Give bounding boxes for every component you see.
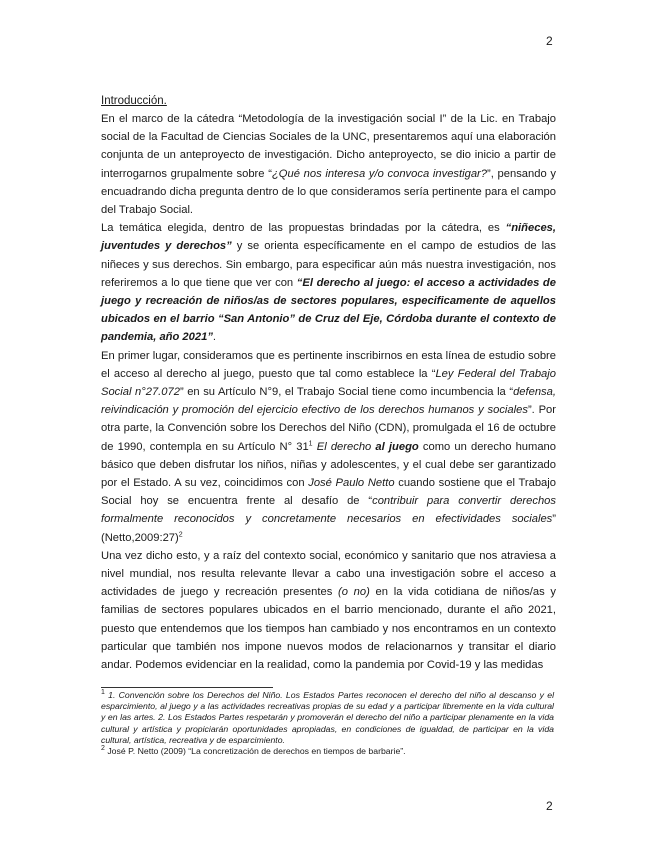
p3-law-name: Ley Federal del Trabajo Social n°27.072	[101, 367, 556, 399]
p3-quote: contribuir para convertir derechos formalmente reconocidos y concretamente necesarios en efectividades sociales	[101, 495, 556, 526]
footnote-ref-1[interactable]: 1	[308, 439, 313, 447]
p1-question: ¿Qué nos interesa y/o convoca investigar?	[271, 167, 487, 180]
footnotes	[101, 690, 554, 757]
paragraph-3	[101, 347, 556, 547]
p2-text-2: y se orienta específicamente en el campo de estudios de las niñeces y sus derechos. Sin embargo, para especificar aún más nuestra investigación, nos referiremos a lo que tiene que ver con	[101, 240, 556, 289]
footnote-2-text: José P. Netto (2009) “La concretización de derechos en tiempos de barbarie”.	[104, 746, 406, 757]
p1-text-1: En el marco de la cátedra “Metodología de la investigación social I” de la Lic. en Trabajo social de la Facultad de Ciencias Sociales de la UNC, presentaremos aquí una elaboración conjunta de un anteproyecto de investigación. Dicho anteproyecto, se dio inicio a partir de interrogarnos grupalmente sobre “	[101, 113, 556, 180]
paragraph-4	[101, 547, 556, 674]
p4-or-not: (o no)	[338, 586, 370, 599]
p2-text-1: La temática elegida, dentro de las propuestas brindadas por la cátedra, es	[101, 222, 506, 235]
p3-text-5: como un derecho humano básico que deben disfrutar los niños, niñas y adolescentes, y el cual debe ser garantizado por el Estado. A su vez, coincidimos con	[101, 440, 556, 490]
footnote-1	[101, 690, 554, 746]
p4-text-2: en la vida cotidiana de niños/as y familias de sectores populares ubicados en el barrio mencionado, durante el año 2021, puesto que entendemos que los tiempos han cambiado y nos encontramos en un contexto particular que también nos impone nuevos modos de relacionarnos y transitar el diario andar. Podemos evidenciar en la realidad, como la pandemia por Covid-19 y las medidas	[101, 586, 556, 672]
p2-theme: “niñeces, juventudes y derechos”	[101, 222, 556, 253]
footnote-1-text: 1. Convención sobre los Derechos del Niño. Los Estados Partes reconocen el derecho del niño al descanso y el esparcimiento, al juego y a las actividades recreativas propias de su edad y a participar libremente en la vida cultural y en las artes. 2. Los Estados Partes respetarán y promoverán el derecho del niño a participar plenamente en la vida cultural y artística y propiciarán oportunidades apropiadas, en condiciones de igualdad, de participar en la vida cultural, artística, recreativa y de esparcimiento.	[101, 690, 554, 745]
footnote-2-number: 2	[101, 745, 105, 753]
p3-text-7: ” (Netto,2009:27)	[101, 513, 556, 544]
p3-right-to: El derecho	[316, 440, 376, 453]
footnote-1-number: 1	[101, 689, 105, 697]
p3-play: al juego	[375, 440, 419, 453]
p3-text-3: ”. Por otra parte, la Convención sobre los Derechos del Niño (CDN), promulgada el 16 de octubre de 1990, contempla en su Artículo N° 31	[101, 404, 556, 453]
paragraph-2	[101, 219, 556, 346]
p3-text-6: cuando sostiene que el Trabajo Social hoy se encuentra frente al desafío de “	[101, 477, 556, 508]
p3-text-1: En primer lugar, consideramos que es pertinente inscribirnos en esta línea de estudio sobre el acceso al derecho al juego, puesto que tal como establece la “	[101, 349, 556, 380]
footnote-ref-2[interactable]: 2	[178, 530, 183, 538]
p4-text-1: Una vez dicho esto, y a raíz del contexto social, económico y sanitario que nos atraviesa a nivel mundial, nos resulta relevante llevar a cabo una investigación sobre el acceso a actividades de juego y recreación presentes	[101, 549, 556, 599]
p2-text-3: .	[212, 331, 217, 344]
paragraph-1	[101, 110, 556, 219]
p2-research-title: “El derecho al juego: el acceso a actividades de juego y recreación de niños/as de sectores populares, especificamente de aquellos ubicados en el barrio “San Antonio” de Cruz del Eje, Córdoba durante el contexto de pandemia, año 2021”	[101, 276, 556, 344]
document-body	[101, 92, 556, 674]
p3-incumbency: defensa, reivindicación y promoción del ejercicio efectivo de los derechos humanos y sociales	[101, 386, 556, 417]
page-number-bottom: 2	[546, 799, 553, 813]
section-heading: Introducción.	[101, 95, 167, 107]
footnote-separator	[101, 687, 273, 688]
p3-text-2: ” en su Artículo N°9, el Trabajo Social tiene como incumbencia la “	[179, 386, 514, 399]
page-number-top: 2	[546, 34, 553, 48]
p1-text-2: ”, pensando y encuadrando dicha pregunta dentro de lo que consideramos sería pertinente para el campo del Trabajo Social.	[101, 167, 556, 217]
p3-author: José Paulo Netto	[308, 477, 395, 490]
footnote-2	[101, 746, 554, 757]
